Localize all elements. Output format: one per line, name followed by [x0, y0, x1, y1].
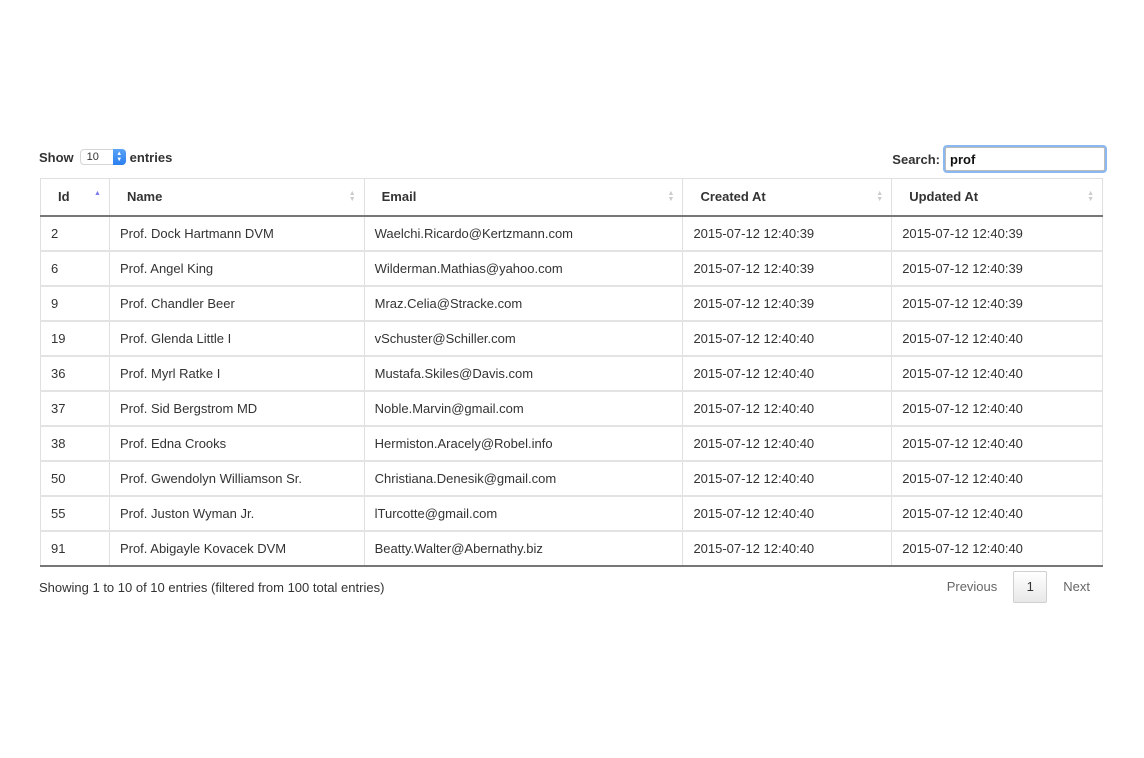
sort-both-icon: ▲ ▼ — [667, 189, 675, 203]
cell-id: 37 — [41, 391, 110, 426]
cell-id: 6 — [41, 251, 110, 286]
table-row — [41, 426, 1103, 461]
cell-created-at: 2015-07-12 12:40:39 — [683, 216, 892, 251]
column-header-created-at[interactable] — [683, 179, 892, 216]
datatable-wrapper — [40, 146, 1103, 607]
cell-created-at: 2015-07-12 12:40:40 — [683, 321, 892, 356]
next-button[interactable]: Next — [1063, 579, 1090, 594]
cell-name: Prof. Myrl Ratke I — [109, 356, 364, 391]
entries-per-page-value: 10 — [86, 151, 99, 163]
cell-name: Prof. Abigayle Kovacek DVM — [109, 531, 364, 566]
table-footer — [40, 567, 1103, 607]
cell-created-at: 2015-07-12 12:40:40 — [683, 496, 892, 531]
column-header-id[interactable] — [41, 179, 110, 216]
cell-id: 55 — [41, 496, 110, 531]
cell-updated-at: 2015-07-12 12:40:40 — [892, 461, 1103, 496]
cell-created-at: 2015-07-12 12:40:40 — [683, 531, 892, 566]
table-row — [41, 286, 1103, 321]
data-table — [40, 178, 1103, 567]
cell-email: Christiana.Denesik@gmail.com — [364, 461, 683, 496]
table-info: Showing 1 to 10 of 10 entries (filtered from 100 total entries) — [39, 579, 385, 595]
cell-created-at: 2015-07-12 12:40:40 — [683, 391, 892, 426]
sort-both-icon: ▲ ▼ — [876, 189, 884, 203]
table-controls — [40, 146, 1103, 178]
cell-created-at: 2015-07-12 12:40:40 — [683, 426, 892, 461]
cell-updated-at: 2015-07-12 12:40:39 — [892, 216, 1103, 251]
column-header-name[interactable] — [109, 179, 364, 216]
cell-email: lTurcotte@gmail.com — [364, 496, 683, 531]
sort-both-icon: ▲ ▼ — [348, 189, 356, 203]
column-label: Id — [58, 189, 70, 205]
cell-id: 36 — [41, 356, 110, 391]
cell-name: Prof. Edna Crooks — [109, 426, 364, 461]
cell-id: 9 — [41, 286, 110, 321]
cell-id: 38 — [41, 426, 110, 461]
sort-both-icon: ▲ ▼ — [1087, 189, 1094, 203]
cell-updated-at: 2015-07-12 12:40:40 — [892, 426, 1103, 461]
table-row — [41, 216, 1103, 251]
table-row — [41, 251, 1103, 286]
cell-updated-at: 2015-07-12 12:40:39 — [892, 286, 1103, 321]
cell-updated-at: 2015-07-12 12:40:40 — [892, 531, 1103, 566]
table-body — [41, 216, 1103, 566]
cell-name: Prof. Chandler Beer — [109, 286, 364, 321]
cell-updated-at: 2015-07-12 12:40:40 — [892, 391, 1103, 426]
table-row — [41, 391, 1103, 426]
cell-updated-at: 2015-07-12 12:40:40 — [892, 496, 1103, 531]
column-header-updated-at[interactable] — [892, 179, 1103, 216]
column-header-email[interactable] — [364, 179, 683, 216]
cell-id: 19 — [41, 321, 110, 356]
cell-id: 91 — [41, 531, 110, 566]
length-control — [39, 149, 172, 165]
cell-name: Prof. Gwendolyn Williamson Sr. — [109, 461, 364, 496]
cell-name: Prof. Dock Hartmann DVM — [109, 216, 364, 251]
cell-email: vSchuster@Schiller.com — [364, 321, 683, 356]
chevron-down-icon: ▼ — [116, 157, 123, 163]
search-control — [892, 147, 1105, 171]
cell-email: Wilderman.Mathias@yahoo.com — [364, 251, 683, 286]
previous-button[interactable]: Previous — [946, 579, 998, 594]
cell-email: Noble.Marvin@gmail.com — [364, 391, 683, 426]
table-header-row — [41, 179, 1103, 216]
cell-id: 2 — [41, 216, 110, 251]
entries-per-page-select[interactable] — [80, 149, 126, 165]
column-label: Created At — [700, 189, 766, 205]
show-label: Show — [39, 149, 74, 165]
cell-name: Prof. Angel King — [109, 251, 364, 286]
table-row — [41, 321, 1103, 356]
cell-email: Mraz.Celia@Stracke.com — [364, 286, 683, 321]
column-label: Email — [381, 189, 417, 205]
table-row — [41, 356, 1103, 391]
page-button-current[interactable]: 1 — [1013, 571, 1047, 603]
cell-email: Mustafa.Skiles@Davis.com — [364, 356, 683, 391]
cell-updated-at: 2015-07-12 12:40:40 — [892, 321, 1103, 356]
sort-ascending-icon: ▲ — [94, 189, 101, 197]
entries-label: entries — [129, 149, 173, 165]
column-label: Updated At — [909, 189, 979, 205]
table-row — [41, 531, 1103, 566]
search-label: Search: — [892, 151, 940, 167]
cell-updated-at: 2015-07-12 12:40:39 — [892, 251, 1103, 286]
cell-id: 50 — [41, 461, 110, 496]
select-stepper-icon — [113, 149, 126, 165]
cell-name: Prof. Glenda Little I — [109, 321, 364, 356]
cell-email: Hermiston.Aracely@Robel.info — [364, 426, 683, 461]
pagination — [933, 571, 1103, 603]
cell-created-at: 2015-07-12 12:40:39 — [683, 251, 892, 286]
chevron-up-icon: ▲ — [116, 151, 123, 157]
cell-created-at: 2015-07-12 12:40:39 — [683, 286, 892, 321]
table-row — [41, 496, 1103, 531]
column-label: Name — [126, 189, 163, 205]
cell-email: Beatty.Walter@Abernathy.biz — [364, 531, 683, 566]
search-input[interactable] — [945, 147, 1105, 171]
cell-updated-at: 2015-07-12 12:40:40 — [892, 356, 1103, 391]
cell-name: Prof. Juston Wyman Jr. — [109, 496, 364, 531]
cell-email: Waelchi.Ricardo@Kertzmann.com — [364, 216, 683, 251]
cell-created-at: 2015-07-12 12:40:40 — [683, 356, 892, 391]
table-row — [41, 461, 1103, 496]
cell-created-at: 2015-07-12 12:40:40 — [683, 461, 892, 496]
cell-name: Prof. Sid Bergstrom MD — [109, 391, 364, 426]
